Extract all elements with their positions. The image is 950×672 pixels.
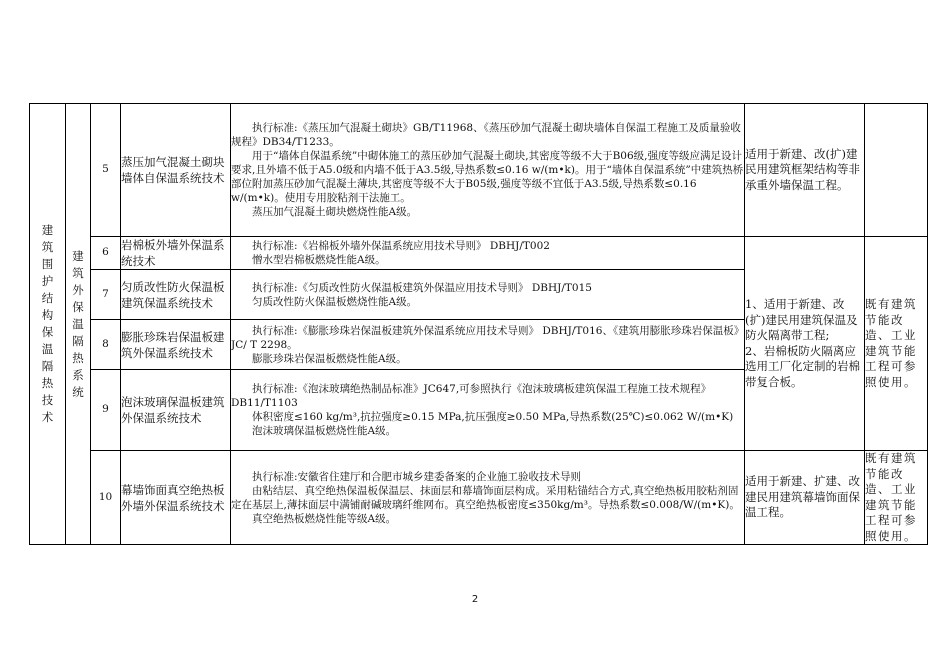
standard-text: 执行标准:《匀质改性防火保温板建筑外保温应用技术导则》 DBHJ/T015	[252, 281, 592, 294]
standard-text: 体积密度≤160 kg/m³,抗拉强度≥0.15 MPa,抗压强度≥0.50 MPa,导热系数(25℃)≤0.062 W/(m•K)	[252, 411, 734, 423]
row-number: 7	[91, 270, 121, 320]
technology-name: 泡沫玻璃保温板建筑外保温系统技术	[121, 370, 231, 451]
technology-name: 岩棉板外墙外保温系统技术	[121, 237, 231, 270]
row-number: 5	[91, 104, 121, 237]
table-row	[30, 237, 928, 270]
standard-text: 用于“墙体自保温系统”中砌体施工的蒸压砂加气混凝土砌块,其密度等级不大于B06级,强度等级应满足设计要求,且外墙不低于A5.0级和内墙不低于A3.5级,导热系数≤0.16 w/(m•k)。用于“墙体自保温系统”中建筑热桥部位附加蒸压砂加气混凝土薄块,其密度等级不大于B05级,强度等级不宜低于A3.5级,导热系数≤0.16 w/(m•k)。使用专用胶粘剂干法施工。	[231, 150, 744, 204]
table-row	[30, 451, 928, 545]
standard-text: 执行标准:安徽省住建厅和合肥市城乡建委备案的企业施工验收技术导则	[252, 470, 582, 483]
standard-text: 泡沫玻璃保温板燃烧性能A级。	[252, 425, 397, 437]
technology-name: 幕墙饰面真空绝热板外墙外保温系统技术	[121, 451, 231, 545]
table-row	[30, 104, 928, 237]
standard-text: 执行标准:《岩棉板外墙外保温系统应用技术导则》 DBHJ/T002	[252, 240, 550, 252]
standard-cell	[231, 370, 745, 451]
standard-text: 由粘结层、真空绝热保温板保温层、抹面层和幕墙饰面层构成。采用粘锚结合方式,真空绝热板用胶粘剂固定在基层上,薄抹面层中满铺耐碱玻璃纤维网布。真空绝热板密度≤350kg/m³。导热系数≤0.008/W/(m•K)。	[231, 484, 740, 511]
standard-cell	[231, 320, 745, 370]
technology-name: 匀质改性防火保温板建筑保温系统技术	[121, 270, 231, 320]
group-remark-cell: 既有建筑节能改造、工业建筑节能工程可参照使用。	[865, 237, 928, 451]
scope-cell: 适用于新建、改(扩)建民用建筑框架结构等非承重外墙保温工程。	[745, 104, 865, 237]
category-cell	[30, 104, 66, 545]
technology-name: 膨胀珍珠岩保温板建筑外保温系统技术	[121, 320, 231, 370]
standard-text: 执行标准:《泡沫玻璃绝热制品标准》JC647,可参照执行《泡沫玻璃板建筑保温工程施工技术规程》 DB11/T1103	[231, 383, 712, 409]
technology-table	[29, 103, 928, 545]
standard-text: 执行标准:《蒸压加气混凝土砌块》GB/T11968、《蒸压砂加气混凝土砌块墙体自保温工程施工及质量验收规程》DB34/T1233。	[231, 122, 741, 148]
standard-text: 膨胀珍珠岩保温板燃烧性能A级。	[252, 352, 407, 365]
standard-text: 蒸压加气混凝土砌块燃烧性能A级。	[252, 206, 418, 218]
standard-text: 真空绝热板燃烧性能等级A级。	[252, 512, 397, 525]
standard-text: 憎水型岩棉板燃烧性能A级。	[252, 254, 386, 266]
page-number: 2	[471, 594, 479, 605]
technology-name: 蒸压加气混凝土砌块墙体自保温系统技术	[121, 104, 231, 237]
standard-text: 执行标准:《膨胀珍珠岩保温板建筑外保温系统应用技术导则》 DBHJ/T016、《建筑用膨胀珍珠岩保温板》JC/ T 2298。	[231, 324, 739, 351]
subcategory-label: 建筑外保温隔热系统	[72, 248, 84, 399]
standard-cell	[231, 451, 745, 545]
scope-cell: 适用于新建、扩建、改建民用建筑幕墙饰面保温工程。	[745, 451, 865, 545]
standard-cell	[231, 104, 745, 237]
category-label: 建筑围护结构保温隔热技术	[41, 223, 54, 424]
standard-text: 匀质改性防火保温板燃烧性能A级。	[252, 295, 418, 308]
row-number: 6	[91, 237, 121, 270]
remark-cell	[865, 104, 928, 237]
subcategory-cell	[66, 104, 91, 545]
standard-cell	[231, 237, 745, 270]
row-number: 8	[91, 320, 121, 370]
row-number: 10	[91, 451, 121, 545]
group-scope-cell: 1、适用于新建、改(扩)建民用建筑保温及防火隔离带工程; 2、岩棉板防火隔离应选用工厂化定制的岩棉带复合板。	[745, 237, 865, 451]
remark-cell: 既有建筑节能改造、工业建筑节能工程可参照使用。	[865, 451, 928, 545]
standard-cell	[231, 270, 745, 320]
row-number: 9	[91, 370, 121, 451]
